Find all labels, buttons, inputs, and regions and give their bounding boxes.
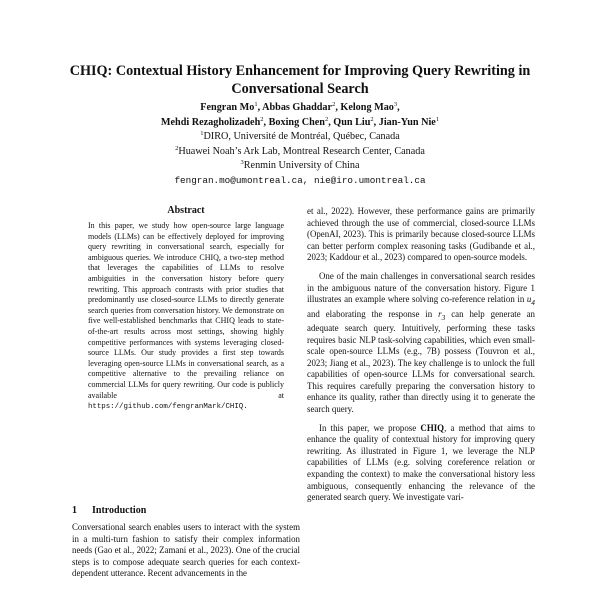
- author-name: Jian-Yun Nie: [378, 116, 436, 128]
- code-link[interactable]: https://github.com/fengranMark/CHIQ.: [88, 403, 248, 412]
- section-heading-introduction: [72, 505, 300, 516]
- affiliation-sup: 3: [240, 159, 244, 166]
- author-line-2: Mehdi Rezagholizadeh$^2$, Boxing Chen$^2$, Qun Liu$^2$, Jian-Yun Nie$^1$: [160, 115, 440, 128]
- author-sup: 2: [370, 115, 374, 123]
- affiliation-text: Renmin University of China: [243, 160, 360, 171]
- math-sub: 4: [531, 297, 535, 307]
- author-name: Mehdi Rezagholizadeh: [160, 116, 261, 128]
- author-sup: 1: [435, 115, 440, 123]
- paragraph: [307, 271, 535, 416]
- method-name: CHIQ: [420, 422, 445, 433]
- paragraph: [307, 423, 535, 504]
- author-sup: 2: [324, 115, 329, 123]
- author-name: Abbas Ghaddar: [262, 102, 333, 113]
- paragraph-text: can help generate an adequate search query. Intuitively, performing these tasks requires basic NLP task-solving capabilities, which even small-scale open-source LLMs (e.g., 7B) possess (Touvron et al., 2023; Jiang et al., 2023). The key challenge is to unlock the full capabilities of open-source LLMs for conversational search. This requires carefully preparing the conversation history to enhance its quality, rather than directly using it to generate the search query.: [307, 308, 535, 415]
- math-u4: [526, 294, 535, 307]
- abstract-heading: Abstract: [167, 205, 205, 216]
- author-line-1: Fengran Mo$^1$, Abbas Ghaddar$^2$, Kelong Mao$^3$,: [200, 101, 400, 113]
- affiliation-sup: 2: [175, 144, 179, 152]
- author-sup: 2: [332, 101, 336, 108]
- author-sup: 1: [254, 101, 258, 108]
- paper-title: CHIQ: Contextual History Enhancement for Improving Query Rewriting in Conversational Search: [69, 63, 531, 97]
- math-r3: [438, 308, 446, 322]
- abstract-body: [88, 221, 284, 413]
- author-block: [40, 101, 560, 188]
- paragraph-text: and elaborating the response in: [307, 308, 433, 319]
- author-name: Qun Liu: [333, 116, 371, 128]
- affiliation-text: Huawei Noah’s Ark Lab, Montreal Research Center, Canada: [178, 145, 425, 157]
- math-var: r: [438, 308, 442, 319]
- math-var: u: [526, 294, 532, 305]
- author-sup: 2: [260, 115, 264, 123]
- section-number: 1: [72, 505, 77, 516]
- affiliation: [40, 159, 560, 174]
- author-emails[interactable]: fengran.mo@umontreal.ca, nie@iro.umontreal.ca: [174, 174, 426, 186]
- author-name: Fengran Mo: [200, 102, 255, 113]
- author-sup: 3: [393, 101, 398, 108]
- paragraph-text: One of the main challenges in conversational search resides in the ambiguous nature of the conversation history. Figure 1 illustrates an example where solving co-reference relation in: [307, 270, 535, 305]
- paragraph-text: , a method that aims to enhance the quality of contextual history for improving query rewriting. As illustrated in Figure 1, we leverage the NLP capabilities of LLMs (e.g. solving coreference relation or expanding the context) to make the conversational history less ambiguous, consequently enhancing the relevance of the generated search query. We investigate vari-: [307, 422, 535, 503]
- section-title: Introduction: [92, 505, 147, 516]
- introduction-text: Conversational search enables users to interact with the system in a multi-turn fashion to satisfy their complex information needs (Gao et al., 2022; Zamani et al., 2023). One of the crucial steps is to compose adequate search queries for each context-dependent utterance. Recent advancements in the: [72, 522, 300, 578]
- author-name: Boxing Chen: [268, 116, 325, 128]
- affiliation: [40, 130, 560, 145]
- affiliation-sup: 1: [200, 130, 204, 137]
- affiliation: [40, 145, 560, 160]
- right-column: [307, 206, 535, 504]
- paragraph: et al., 2022). However, these performance gains are primarily achieved through the use of commercial, closed-source LLMs (OpenAI, 2023). This is primarily because closed-source LLMs can better perform complex reasoning tasks (Gudibande et al., 2023; Kaddour et al., 2023) compared to open-source models.: [307, 206, 535, 263]
- math-sub: 3: [441, 312, 446, 322]
- abstract-text: In this paper, we study how open-source large language models (LLMs) can be effectively deployed for improving query rewriting in conversational search, especially for ambiguous queries. We introduce CHIQ, a two-step method that leverages the capabilities of LLMs to resolve ambiguities in the conversation history before query rewriting. This approach contrasts with prior studies that predominantly use closed-source LLMs to directly generate search queries from conversation history. We demonstrate on five well-established benchmarks that CHIQ leads to state-of-the-art results across most settings, showing highly competitive performances with systems leveraging closed-source LLMs. Our study provides a first step towards leveraging open-source LLMs in conversational search, as a competitive alternative to the prevailing reliance on commercial LLMs for query rewriting. Our code is publicly available at: [88, 221, 284, 400]
- paragraph-text: In this paper, we propose: [319, 422, 417, 433]
- affiliation-text: DIRO, Université de Montréal, Québec, Canada: [203, 131, 400, 142]
- author-name: Kelong Mao: [340, 102, 394, 113]
